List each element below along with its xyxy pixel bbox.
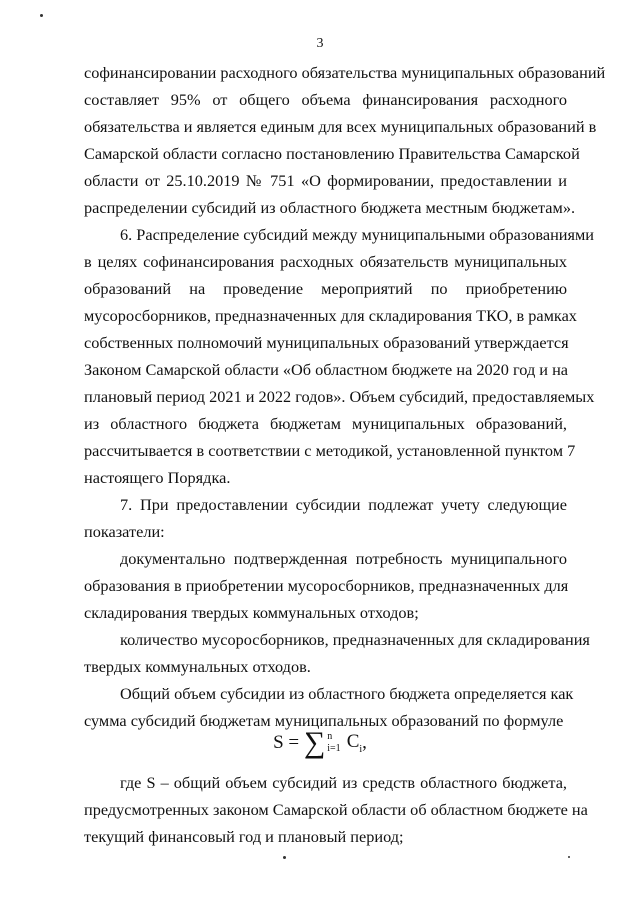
text-line: показатели:: [84, 522, 165, 541]
scan-speck: [568, 856, 570, 858]
text-line: настоящего Порядка.: [84, 468, 231, 487]
text-line: твердых коммунальных отходов.: [84, 657, 311, 676]
formula-equals: =: [288, 732, 300, 753]
text-line: плановый период 2021 и 2022 годов». Объем субсидий, предоставляемых: [84, 387, 595, 406]
sigma-symbol: ∑: [303, 726, 326, 759]
text-line: собственных полномочий муниципальных образований утверждается: [84, 333, 569, 352]
text-line: распределении субсидий из областного бюджета местным бюджетам».: [84, 198, 576, 217]
text-line: текущий финансовый год и плановый период;: [84, 827, 404, 846]
formula-term: $C_i$: [346, 731, 363, 755]
text-line: предусмотренных законом Самарской области об областном бюджете на: [84, 800, 588, 819]
text-line: складирования твердых коммунальных отходов;: [84, 603, 419, 622]
text-line: образований на проведение мероприятий по приобретению: [84, 279, 567, 298]
text-line: в целях софинансирования расходных обязательств муниципальных: [84, 252, 567, 271]
text-line: мусоросборников, предназначенных для складирования ТКО, в рамках: [84, 306, 577, 325]
text-line: области от 25.10.2019 № 751 «О формировании, предоставлении и: [84, 171, 567, 190]
text-line: количество мусоросборников, предназначенных для складирования: [120, 630, 590, 649]
formula-lhs: S: [273, 732, 284, 753]
sum-formula: [0, 728, 640, 758]
text-line: сумма субсидий бюджетам муниципальных образований по формуле: [84, 711, 564, 730]
text-line: составляет 95% от общего объема финансирования расходного: [84, 90, 567, 109]
text-line: софинансировании расходного обязательства муниципальных образований: [84, 63, 606, 82]
text-line: 7. При предоставлении субсидии подлежат учету следующие: [120, 495, 567, 514]
scan-speck: [40, 14, 43, 17]
text-line: рассчитывается в соответствии с методикой, установленной пунктом 7: [84, 441, 576, 460]
text-line: Самарской области согласно постановлению Правительства Самарской: [84, 144, 580, 163]
scan-speck: [283, 856, 286, 859]
text-line: обязательства и является единым для всех муниципальных образований в: [84, 117, 597, 136]
page-number: 3: [316, 36, 324, 51]
sum-lower-limit: i=1: [327, 743, 341, 754]
text-line: образования в приобретении мусоросборников, предназначенных для: [84, 576, 569, 595]
text-line: Общий объем субсидии из областного бюджета определяется как: [120, 684, 574, 703]
formula-term-subscript: i: [359, 743, 363, 755]
text-line: из областного бюджета бюджетам муниципальных образований,: [84, 414, 567, 433]
formula-trailing: ,: [362, 732, 367, 753]
sum-upper-limit: n: [327, 731, 333, 742]
text-line: 6. Распределение субсидий между муниципальными образованиями: [120, 225, 595, 244]
text-line: Законом Самарской области «Об областном бюджете на 2020 год и на: [84, 360, 569, 379]
text-line: где S – общий объем субсидий из средств областного бюджета,: [120, 773, 567, 792]
text-line: документально подтвержденная потребность муниципального: [120, 549, 567, 568]
sum-limits: [327, 731, 340, 755]
